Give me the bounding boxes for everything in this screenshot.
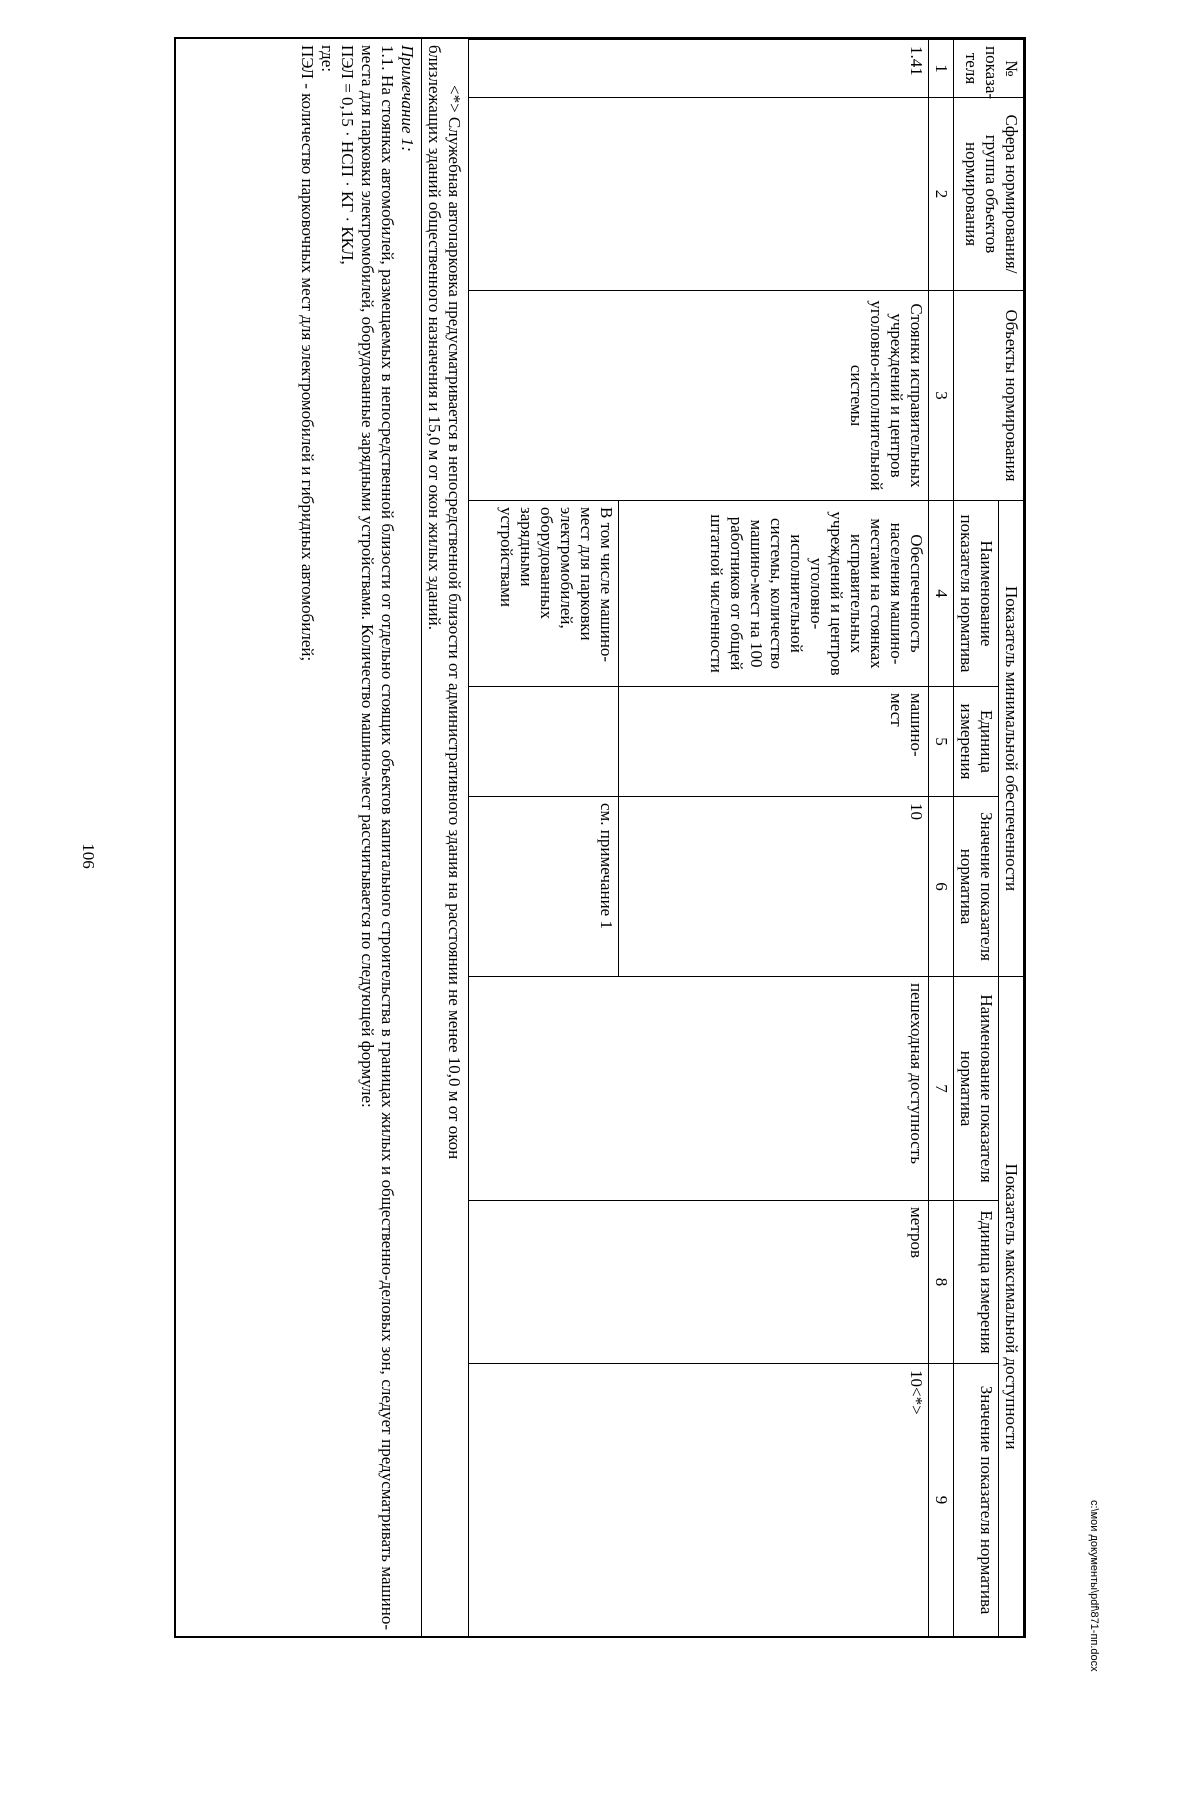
- header-min-unit: Единица измерения: [954, 687, 999, 797]
- col-number: 9: [929, 1364, 954, 1637]
- remark-paragraph: 1.1. На стоянках автомобилей, размещаемых в непосредственной близости от отдельно стоящих объектов капитального строительства в границах жилых и общественно-деловых зон, следует предусматривать машино-места для парковки электромобилей, оборудованные зарядными устройствами. Количество машино-мест рассчитывается по следующей формуле:: [358, 45, 397, 1630]
- header-max-group: Показатель максимальной доступности: [999, 977, 1024, 1637]
- row-max-name: пешеходная доступность: [469, 977, 929, 1201]
- remark-where: где:: [318, 45, 337, 73]
- col-number: 5: [929, 687, 954, 797]
- row-min-name-2: В том числе машино-мест для парковки электромобилей, оборудованных зарядными устройствами: [469, 501, 619, 687]
- col-number: 7: [929, 977, 954, 1201]
- row-min-unit-1: машино-мест: [619, 687, 929, 797]
- norms-table: [468, 39, 1024, 1637]
- row-min-value-2: см. примечание 1: [469, 797, 619, 977]
- row-sphere: [469, 98, 929, 291]
- header-max-value: Значение показателя норматива: [954, 1364, 999, 1637]
- remark-formula: ПЭЛ = 0,15 · НСП · КГ · ККЛ,: [338, 45, 357, 265]
- header-objects: Объекты нормирования: [954, 291, 1024, 501]
- table-row: [619, 40, 929, 1637]
- footnote-line-2: близлежащих зданий общественного назначения и 15,0 м от окон жилых зданий.: [425, 45, 444, 630]
- header-min-value: Значение показателя норматива: [954, 797, 999, 977]
- footer-file-path: c:\мои документы\pdf\871-пп.docx: [1088, 1500, 1100, 1672]
- header-max-unit: Единица измерения: [954, 1201, 999, 1364]
- header-max-name: Наименование показателя норматива: [954, 977, 999, 1201]
- row-number: 1.41: [469, 40, 929, 98]
- row-max-unit: метров: [469, 1201, 929, 1364]
- col-number: 2: [929, 98, 954, 291]
- footnote-line-1: <*> Служебная автопарковка предусматривается в непосредственной близости от административного здания на расстоянии не менее 10,0 м от окон: [445, 85, 464, 1160]
- page-number: 106: [79, 843, 98, 869]
- remark-block: [293, 39, 422, 1636]
- header-row-1: [999, 40, 1024, 1637]
- remark-title: Примечание 1:: [398, 45, 417, 152]
- footnote: [422, 39, 468, 1636]
- col-number: 8: [929, 1201, 954, 1364]
- header-min-group: Показатель минимальной обеспеченности: [999, 501, 1024, 977]
- column-numbers-row: [929, 40, 954, 1637]
- row-min-name-1: Обеспеченность населения машино-местами на стоянках исправительных учреждений и центров уголовно-исполнительной системы, количество машино-мест на 100 работников от общей штатной численности: [619, 501, 929, 687]
- header-number: № показа-теля: [954, 40, 1024, 98]
- header-sphere: Сфера нормирования/ группа объектов нормирования: [954, 98, 1024, 291]
- col-number: 1: [929, 40, 954, 98]
- col-number: 6: [929, 797, 954, 977]
- row-object: Стоянки исправительных учреждений и центров уголовно-исполнительной системы: [469, 291, 929, 501]
- remark-definition: ПЭЛ - количество парковочных мест для электромобилей и гибридных автомобилей;: [298, 45, 317, 662]
- row-min-unit-2: [469, 687, 619, 797]
- row-max-value: 10<*>: [469, 1364, 929, 1637]
- header-min-name: Наименование показателя норматива: [954, 501, 999, 687]
- row-min-value-1: 10: [619, 797, 929, 977]
- col-number: 3: [929, 291, 954, 501]
- landscape-content: [174, 37, 1026, 1638]
- col-number: 4: [929, 501, 954, 687]
